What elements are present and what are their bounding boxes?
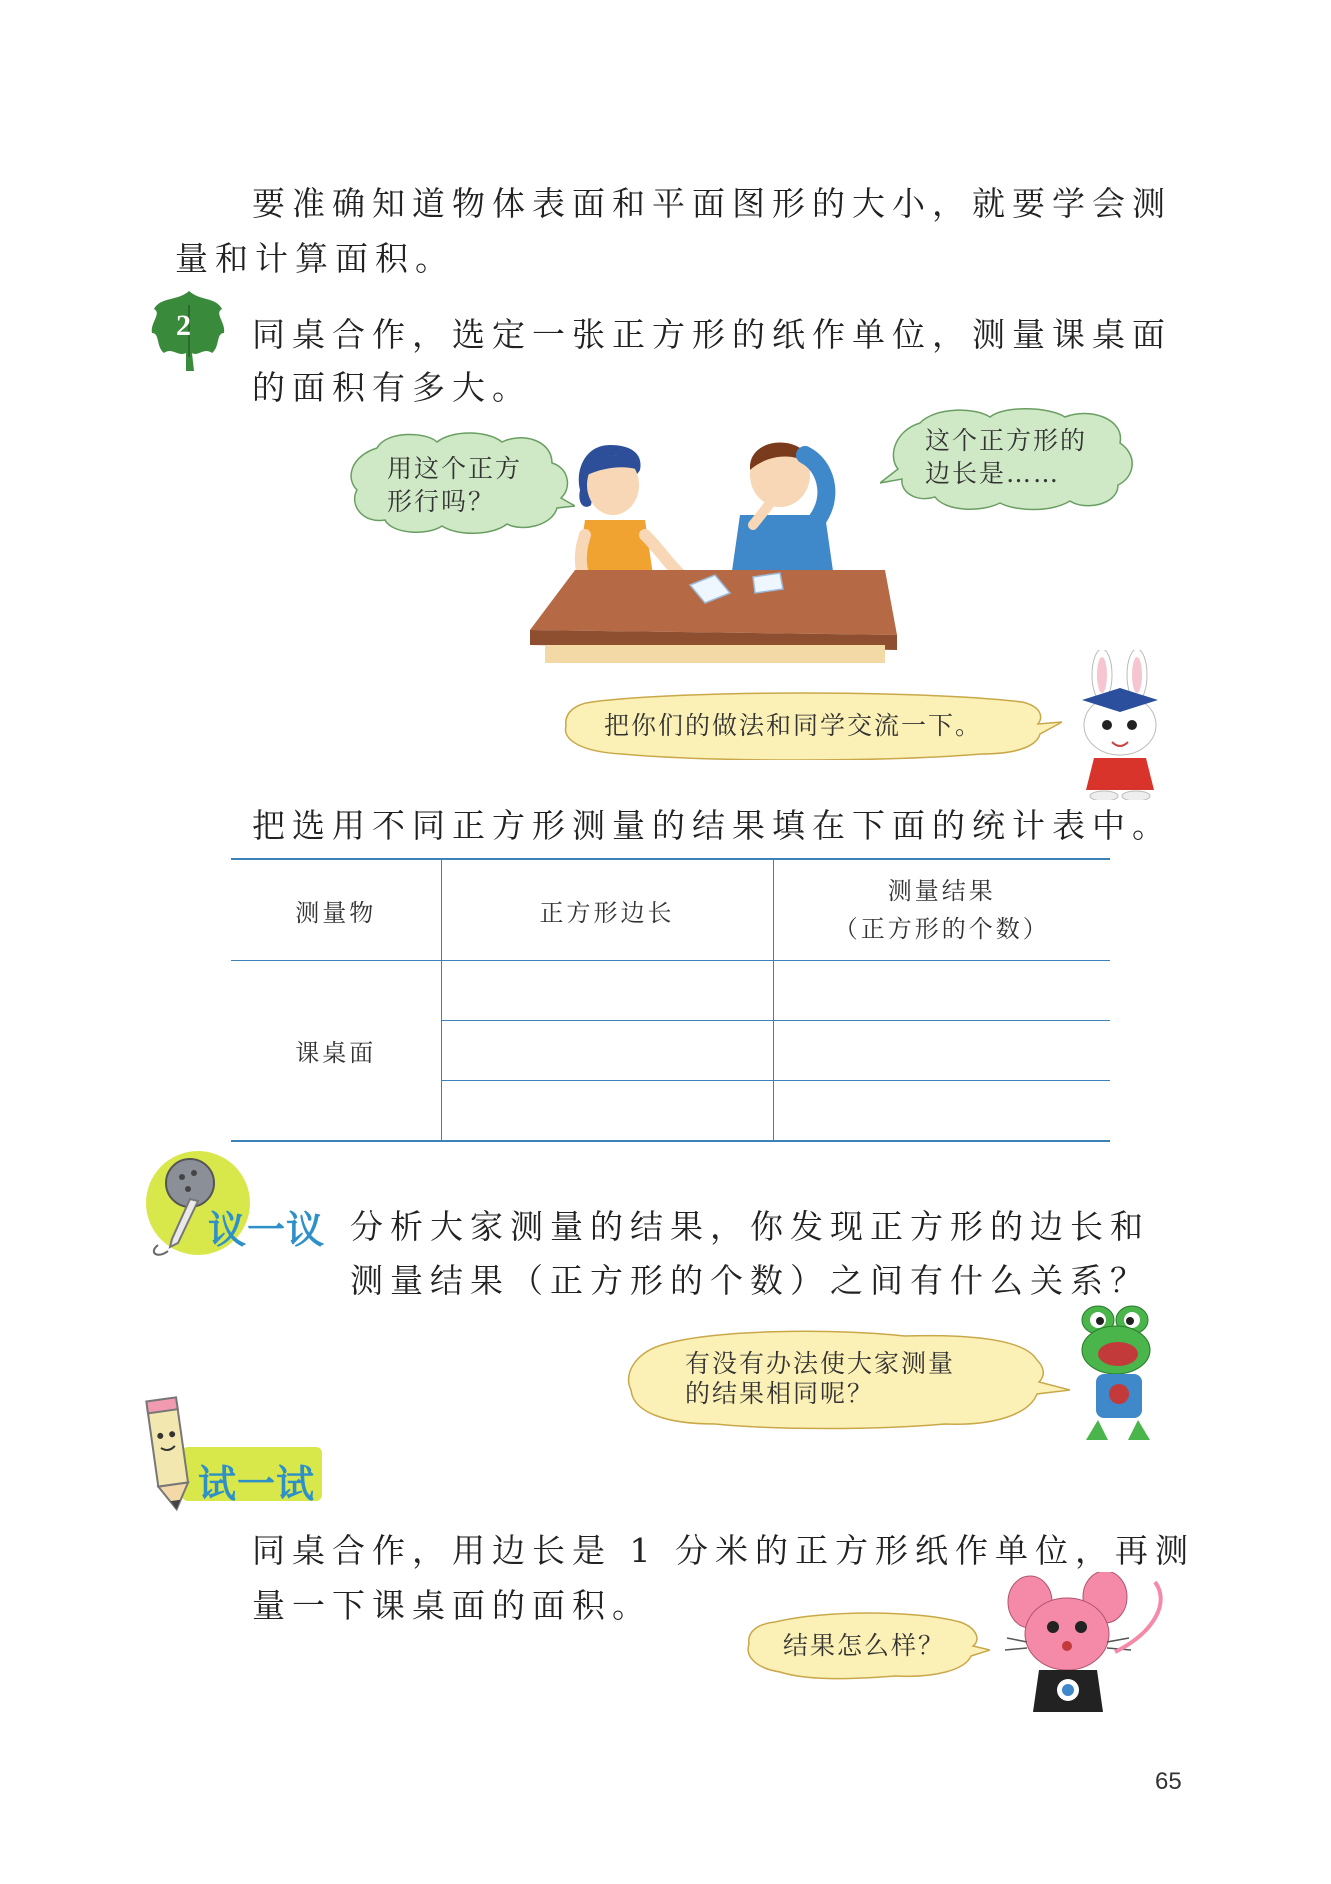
table-cell[interactable] [773,1021,1110,1081]
frog-bubble-line-2: 的结果相同呢？ [685,1379,875,1408]
intro-line-1: 要准确知道物体表面和平面图形的大小，就要学会测 [252,184,1172,223]
try-line-1: 同桌合作，用边长是 1 分米的正方形纸作单位，再测 [252,1531,1195,1570]
boy-speech-bubble [880,405,1140,515]
girl-bubble-line-1: 用这个正方 [387,454,523,483]
problem2-line-2: 的面积有多大。 [252,368,532,407]
girl-speech-bubble [347,428,575,538]
rabbit-character [1062,650,1174,800]
table-cell[interactable] [441,961,773,1021]
discuss-badge [138,1143,338,1263]
table-cell[interactable] [441,1021,773,1081]
boy-bubble-line-1: 这个正方形的 [925,426,1088,455]
frog-speech-bubble [625,1330,1070,1430]
table-header-row [231,859,1110,961]
header-side-length: 正方形边长 [441,859,773,961]
rabbit-bubble-text: 把你们的做法和同学交流一下。 [604,711,983,740]
frog-bubble-line-1: 有没有办法使大家测量 [685,1349,956,1378]
header-object: 测量物 [231,859,441,961]
rabbit-speech-bubble [562,692,1062,760]
try-line-2: 量一下课桌面的面积。 [252,1586,652,1625]
boy-bubble-line-2: 边长是…… [925,459,1061,488]
discuss-line-2: 测量结果（正方形的个数）之间有什么关系？ [350,1261,1150,1300]
frog-character [1068,1298,1168,1448]
table-row [231,961,1110,1021]
table-intro: 把选用不同正方形测量的结果填在下面的统计表中。 [252,806,1172,845]
try-badge-label: 试一试 [198,1462,316,1506]
header-result [773,859,1110,961]
table-cell[interactable] [773,1081,1110,1142]
problem-number: 2 [176,309,191,342]
problem2-line-1: 同桌合作，选定一张正方形的纸作单位，测量课桌面 [252,315,1172,354]
discuss-line-1: 分析大家测量的结果，你发现正方形的边长和 [350,1207,1150,1246]
mouse-character [1005,1572,1175,1722]
page-number: 65 [1155,1768,1182,1795]
row-label-desk: 课桌面 [231,961,441,1142]
girl-bubble-line-2: 形行吗？ [387,487,496,516]
try-badge [138,1395,328,1515]
leaf-number-badge [148,287,230,375]
mouse-bubble-text: 结果怎么样？ [783,1631,946,1660]
measurement-table [231,858,1110,1142]
table-cell[interactable] [773,961,1110,1021]
mouse-speech-bubble [745,1612,990,1682]
header-result-line-1: 测量结果 [887,877,996,905]
children-desk-illustration [525,425,905,665]
intro-line-2: 量和计算面积。 [175,239,455,278]
discuss-badge-label: 议一议 [208,1208,326,1252]
table-cell[interactable] [441,1081,773,1142]
header-result-line-2: （正方形的个数） [833,915,1050,943]
